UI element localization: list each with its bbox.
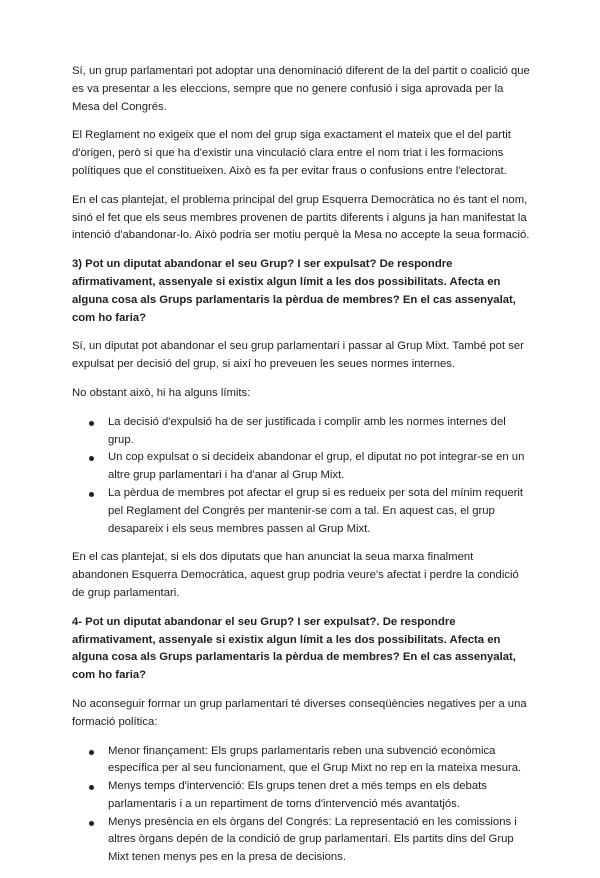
- paragraph-2: El Reglament no exigeix que el nom del grup siga exactament el mateix que el del partit d'origen, però sí que ha d'existir una vinculació clara entre el nom triat i les formacions polítiques que el constitueixen. Això es fa per evitar fraus o confusions entre l'electorat.: [72, 129, 511, 177]
- list-item-text: La pèrdua de membres pot afectar el grup si es redueix per sota del mínim requerit pel Reglament del Congrés per mantenir-se com a tal. En aquest cas, el grup desapareix i els seus membres passen al Grup Mixt.: [108, 486, 524, 535]
- list-item-text: Menys temps d'intervenció: Els grups tenen dret a més temps en els debats parlamentaris i a un repartiment de torns d'intervenció més avantatjós.: [108, 780, 487, 810]
- bullet-icon: [89, 785, 94, 790]
- bullet-list-1: [72, 414, 532, 539]
- paragraph-5: No obstant això, hi ha alguns límits:: [72, 386, 251, 399]
- paragraph-6: En el cas plantejat, si els dos diputats que han anunciat la seua marxa finalment abandonen Esquerra Democràtica, aquest grup podria veure's afectat i perdre la condició de grup parlamentari.: [72, 551, 519, 599]
- question-heading-2: 4- Pot un diputat abandonar el seu Grup? I ser expulsat?. De respondre afirmativament, assenyale si existix algun límit a les dos possibilitats. Afecta en alguna cosa als Grups parlamentaris la pèrdua de membres? En el cas assenyalat, com ho faria?: [72, 615, 516, 682]
- list-item: [72, 778, 532, 814]
- paragraph-1: Sí, un grup parlamentari pot adoptar una denominació diferent de la del partit o coalició que es va presentar a les eleccions, sempre que no genere confusió i siga aprovada per la Mesa del Congrés.: [72, 65, 530, 113]
- bullet-icon: [89, 492, 94, 497]
- list-item: [72, 449, 532, 485]
- paragraph-7: No aconseguir formar un grup parlamentari té diverses conseqüències negatives per a una formació política:: [72, 697, 527, 728]
- question-heading-1: 3) Pot un diputat abandonar el seu Grup? I ser expulsat? De respondre afirmativament, assenyale si existix algun límit a les dos possibilitats. Afecta en alguna cosa als Grups parlamentaris la pèrdua de membres? En el cas assenyalat, com ho faria?: [72, 258, 516, 324]
- bullet-icon: [89, 421, 94, 426]
- document-body: [72, 63, 532, 878]
- bullet-list-2: [72, 743, 532, 868]
- bullet-icon: [89, 750, 94, 755]
- list-item: [72, 485, 532, 538]
- list-item: [72, 814, 532, 867]
- list-item-text: Menor finançament: Els grups parlamentaris reben una subvenció econòmica específica per al seu funcionament, que el Grup Mixt no rep en la mateixa mesura.: [108, 744, 522, 775]
- list-item-text: La decisió d'expulsió ha de ser justificada i complir amb les normes internes del grup.: [108, 415, 506, 446]
- list-item: [72, 743, 532, 779]
- paragraph-3: En el cas plantejat, el problema principal del grup Esquerra Democràtica no és tant el nom, sinó el fet que els seus membres provenen de partits diferents i alguns ja han manifestat la intenció d'abandonar-lo. Això podria ser motiu perquè la Mesa no accepte la seua formació.: [72, 193, 530, 242]
- list-item: [72, 414, 532, 450]
- bullet-icon: [89, 456, 94, 461]
- bullet-icon: [89, 821, 94, 826]
- list-item-text: Menys presència en els òrgans del Congrés: La representació en les comissions i altres òrgans depén de la condició de grup parlamentari. Els partits dins del Grup Mixt tenen menys pes en la presa de decisions.: [108, 815, 517, 864]
- list-item-text: Un cop expulsat o si decideix abandonar el grup, el diputat no pot integrar-se en un altre grup parlamentari i ha d'anar al Grup Mixt.: [108, 451, 525, 482]
- paragraph-4: Sí, un diputat pot abandonar el seu grup parlamentari i passar al Grup Mixt. També pot ser expulsat per decisió del grup, si així ho preveuen les seues normes internes.: [72, 340, 524, 371]
